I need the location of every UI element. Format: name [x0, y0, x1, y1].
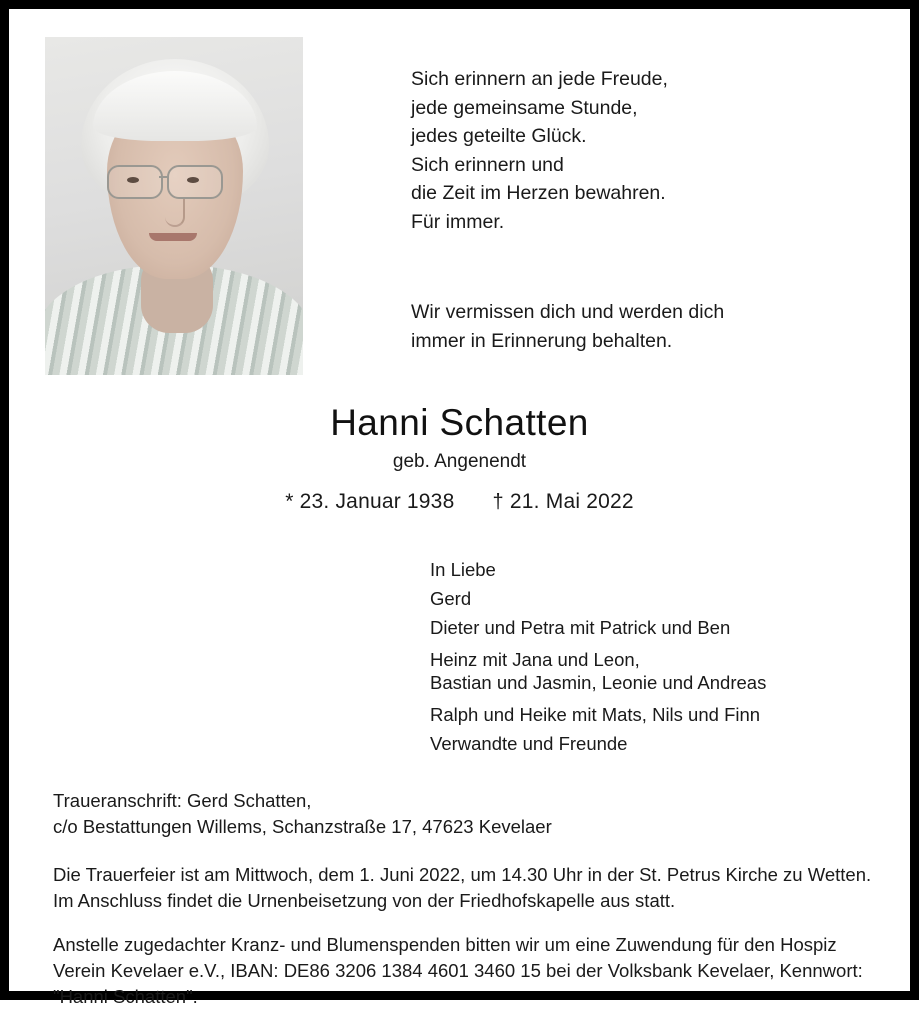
family-block	[45, 555, 874, 758]
verse-line: Sich erinnern an jede Freude,	[411, 68, 668, 90]
donation-text: Anstelle zugedachter Kranz- und Blumenspenden bitten wir um eine Zuwendung für den Hospiz Verein Kevelaer e.V., IBAN: DE86 3206 1384 4601 3460 15 bei der Volksbank Kevelaer, Kennwort: "Hanni Schatten".	[53, 934, 863, 1007]
verse-block	[303, 37, 874, 355]
obituary-content	[9, 9, 910, 1007]
maiden-name: geb. Angenendt	[392, 451, 527, 472]
header-section	[45, 37, 874, 375]
missing-line: immer in Erinnerung behalten.	[411, 329, 673, 352]
name-block	[45, 401, 874, 517]
verse-line: die Zeit im Herzen bewahren.	[411, 182, 666, 204]
birth-date: 23. Januar 1938	[299, 490, 455, 513]
photo-eye-right	[187, 177, 199, 183]
life-dates	[45, 487, 874, 517]
photo-mouth	[149, 233, 197, 241]
missing-block	[411, 298, 874, 355]
verse-line: Für immer.	[411, 210, 505, 233]
verse-line: jede gemeinsame Stunde,	[411, 96, 638, 119]
missing-line: Wir vermissen dich und werden dich	[411, 301, 725, 323]
family-line: In Liebe	[430, 559, 496, 580]
family-line: Verwandte und Freunde	[430, 733, 628, 754]
portrait-photo	[45, 37, 303, 375]
birth-symbol: *	[285, 490, 294, 513]
deceased-name: Hanni Schatten	[330, 402, 589, 443]
photo-eyeglass-bridge	[159, 176, 169, 178]
address-line: c/o Bestattungen Willems, Schanzstraße 17, 47623 Kevelaer	[53, 816, 552, 837]
verse-line: jedes geteilte Glück.	[411, 125, 587, 147]
death-date: 21. Mai 2022	[509, 490, 634, 513]
family-line: Ralph und Heike mit Mats, Nils und Finn	[430, 704, 761, 725]
photo-nose	[165, 199, 185, 227]
family-line: Gerd	[430, 588, 472, 609]
address-line: Traueranschrift: Gerd Schatten,	[53, 790, 312, 811]
family-line: Heinz mit Jana und Leon,	[430, 649, 640, 670]
family-line: Bastian und Jasmin, Leonie und Andreas	[430, 672, 767, 693]
verse-line: Sich erinnern und	[411, 153, 564, 176]
photo-eye-left	[127, 177, 139, 183]
service-info-block	[45, 862, 874, 1010]
ceremony-text: Die Trauerfeier ist am Mittwoch, dem 1. Juni 2022, um 14.30 Uhr in der St. Petrus Kirche zu Wetten. Im Anschluss findet die Urnenbeisetzung von der Friedhofskapelle aus statt.	[53, 864, 872, 911]
mourning-address-block	[45, 788, 874, 840]
death-symbol: †	[492, 491, 504, 513]
family-line: Dieter und Petra mit Patrick und Ben	[430, 617, 731, 638]
